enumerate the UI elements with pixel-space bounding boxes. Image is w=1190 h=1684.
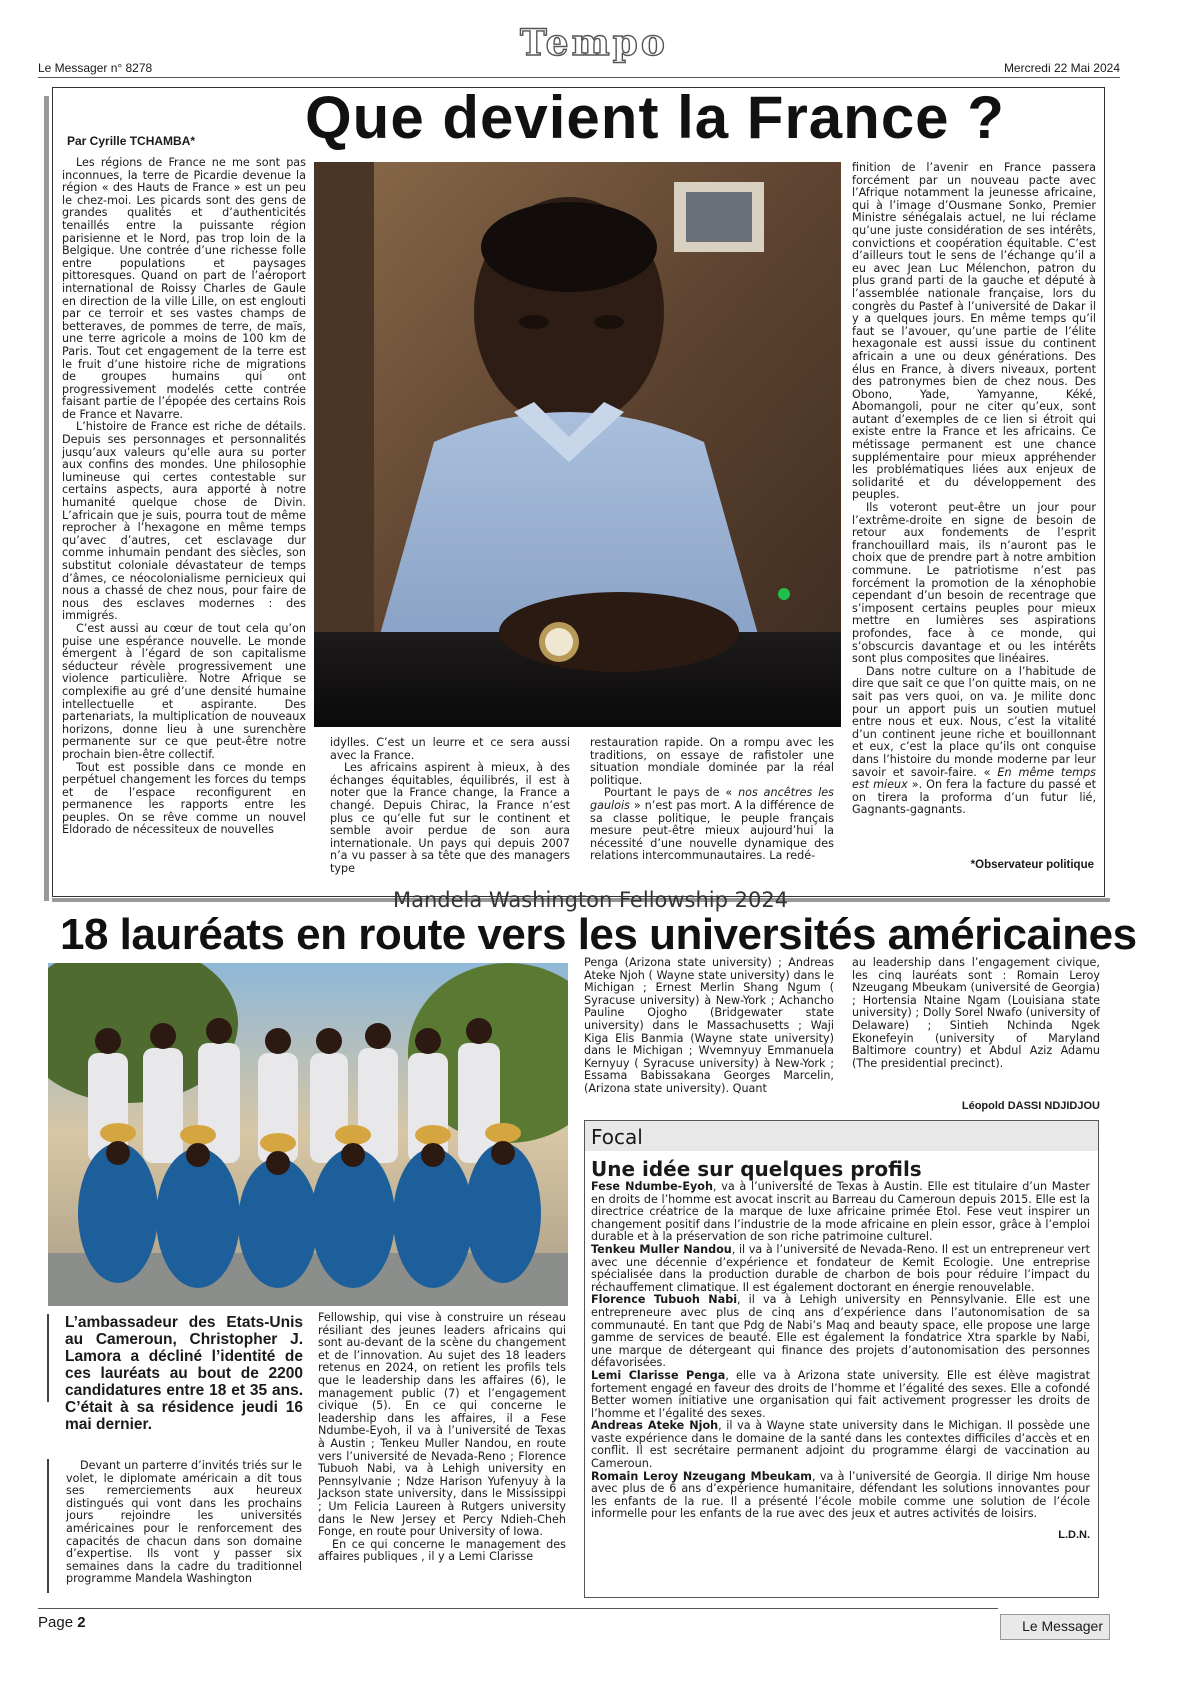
- article2-col1: [66, 1460, 302, 1586]
- profile-name: Fese Ndumbe-Eyoh: [591, 1180, 713, 1193]
- article2-lead: L’ambassadeur des Etats-Unis au Cameroun, Christopher J. Lamora a décliné l’identité de ces lauréats au bout de 2200 candidatures entre 18 et 35 ans. C’était à sa résidence jeudi 16 mai dernier.: [65, 1314, 303, 1433]
- profile-name: Florence Tubuoh Nabi: [591, 1293, 738, 1307]
- profile-text: , va à l’université de Texas à Austin. Elle est titulaire d’un Master en droits de l’homme est avocat inscrit au Barreau du Cameroun depuis 2015. Elle est la directrice créatrice de la marque de luxe africaine primée Etol. Fese veut inspirer un changement positif dans l’industrie de la mode africaine en plein essor, grâce à l’emploi durable et à la préservation de son riche patrimoine culturel.: [591, 1180, 1090, 1244]
- article2-kicker: Mandela Washington Fellowship 2024: [393, 888, 789, 912]
- article1-col3-para: [590, 787, 834, 863]
- focal-signature: L.D.N.: [1058, 1529, 1090, 1542]
- article1-col1-para: Les régions de France ne me sont pas inconnues, la terre de Picardie devenue la région « des Hauts de France » est un peu le chez-moi. Les picards sont des gens de grandes qualités et d’authenticités tenaillés entre la puissante région parisienne et le Nord, pas trop loin de la Belgique. Une contrée d’une richesse folle entre populations et paysages pittoresques. Quand on part de l’aéroport international de Roissy Charles de Gaule en direction de la ville Lille, on est englouti par ce terroir et ses vastes champs de betteraves, de pommes de terre, de maïs, une terre agricole a moins de 100 km de Paris. Tout cet engagement de la terre est le fruit d’une histoire riche de migrations de groupes humains qui ont progressivement modelés cette contrée faisant partie de l’épopée des certains Rois de France et Navarre.: [62, 156, 306, 421]
- article1-col2-para: idylles. C’est un leurre et ce sera aussi avec la France.: [330, 736, 570, 762]
- profile-text: , elle va à Arizona state university. Elle est élève magistrat fortement engagé en faveur des droits de l’homme et l’égalité des sexes. Elle a cofondé Better women initiative une organisation qui fait activement progresser les droits de l’homme et l’égalité des sexes.: [591, 1368, 1090, 1420]
- profile-text: , il va à Lehigh university en Pennsylvanie. Elle est une entrepreneure avec plus de cinq ans d’expérience dans l’autonomisation de sa communauté. En tant que Pdg de Nabi’s Maq and beauty space, elle propose une large gamme de services de beauté. Elle est également la fondatrice Xtra sparkle by Nabi, une marque de détergeant qui finance des projets d’autonomisation des personnes défavorisées.: [591, 1293, 1090, 1370]
- article1-col4-para: finition de l’avenir en France passera forcément par un nouveau pacte avec l’Afrique notamment la jeunesse africaine, qui à l’image d’Ousmane Sonko, Premier Ministre sénégalais actuel, ne lui réclame qu’une juste considération de ses intérêts, convictions et coopération équitable. C’est d’ailleurs tout le sens de l’échange qu’il a eu avec Jean Luc Mélenchon, patron du plus grand parti de la gauche et député à l’assemblée nationale française, lors du congrès du Pastef à l’université de Dakar il y a quelques jours. En même temps qu’il faut se l’avouer, qu’une partie de l’élite hexagonale est aussi issue du continent africain a une ou deux générations. Des élus en France, à divers niveaux, portent des patronymes bien de chez nous. Des Obono, Yade, Yamyanne, Kéké, Abomangoli, pour ne citer qu’eux, sont autant d’exemples de ce lien si étroit qui existe entre la France et les africains. Ce métissage permanent est une chance supplémentaire pour mieux appréhender les problématiques liées aux enjeux de solidarité et du développement des peuples.: [852, 161, 1096, 502]
- article2-col2-para: En ce qui concerne le management des affaires publiques , il y a Lemi Clarisse: [318, 1537, 566, 1564]
- profile-item: [591, 1244, 1090, 1294]
- group-photo: [48, 963, 568, 1306]
- col3-emphasis: nos ancêtres les gaulois: [590, 786, 835, 812]
- page-num: 2: [77, 1614, 86, 1631]
- portrait-illustration: [314, 162, 841, 727]
- issue-number: Le Messager n° 8278: [38, 61, 153, 75]
- footer-rule: [38, 1608, 998, 1609]
- article1-col2: [330, 737, 570, 876]
- col-rule: [47, 1459, 49, 1593]
- article1-col1-para: L’histoire de France est riche de détails. Depuis ses personnages et personnalités jusqu’aux valeurs qu’elle aura su porter aux confins des mondes. Une philosophie lumineuse qui certes contestable sur certains aspects, aura apporté à notre humanité quelque chose de Divin. L’africain que je suis, pourra tout de même reprocher à l’hexagone en même temps qu’avec d’autres, cet esclavage dur comme inhumain pendant des siècles, son substitut coloniale dévastateur de temps d’âmes, ce néocolonialisme pernicieux qui nous a chassé de chez nous, pour faire de nous des esclaves modernes : des immigrés.: [62, 420, 306, 623]
- focal-header-bar: [585, 1121, 1098, 1151]
- masthead-rule: [38, 77, 1120, 78]
- article1-col4-para: Ils voteront peut-être un jour pour l’extrême-droite en signe de besoin de retour aux fondements de l’esprit franchouillard mais, ils n’auront pas le choix que de prendre part à notre ambition commune. Le patriotisme n’est pas forcément la promotion de la xénophobie cependant d’un besoin de recentrage que s’imposent certains peuples pour mieux mettre en lumières ses aspirations profondes, face à ce monde, qui s’obscurcis davantage et ou les intérêts sont plus composites que linéaires.: [852, 501, 1096, 666]
- issue-date: Mercredi 22 Mai 2024: [1003, 61, 1120, 75]
- col4-emphasis: En même temps est mieux: [852, 765, 1096, 792]
- profile-item: [591, 1370, 1090, 1420]
- profile-name: Andreas Ateke Njoh: [591, 1419, 719, 1433]
- profile-item: [591, 1471, 1090, 1521]
- col3-text-pre: Pourtant le pays de «: [604, 786, 739, 800]
- focal-box: [584, 1120, 1099, 1598]
- col3-text-post: » n’est pas mort. A la différence de sa classe politique, le peuple français mesure peut-être mieux aujourd’hui la nécessité d’une nouvelle dynamique des relations intercommunautaires. La redé-: [590, 798, 834, 863]
- article2-title: 18 lauréats en route vers les universités américaines: [60, 910, 1137, 959]
- author-note: *Observateur politique: [970, 859, 1094, 871]
- article1-byline: Par Cyrille TCHAMBA*: [67, 134, 196, 148]
- article2-author: Léopold DASSI NDJIDJOU: [961, 1100, 1100, 1112]
- article1-col1-para: C’est aussi au cœur de tout cela qu’on puise une espérance nouvelle. Le monde émergent à l’égard de son capitalisme séducteur révèle progressivement une violence particulière. Notre Afrique se complexifie au gré d’une densité humaine intellectuelle et aspirante. Des partenariats, la multiplication de nouveaux horizons, donne lieu à une surenchère permanente sur ce que peut-être notre prochain bien-être collectif.: [62, 621, 306, 761]
- section-logo: Tempo: [520, 22, 668, 64]
- profile-text: , va à l’université de Georgia. Il dirige Nm house avec plus de 6 ans d’expérience humanitaire, défendant les solutions innovantes pour les enfants de la rue. Il a présenté l’école mobile comme une solution de l’école informelle pour les enfants de la rue avec des jeux et autres activités de loisirs.: [591, 1469, 1090, 1521]
- profile-item: [591, 1294, 1090, 1370]
- article2-col4-para: au leadership dans l’engagement civique, les cinq lauréats sont : Romain Leroy Nzeugang Mbeukam (université de Georgia) ; Hortensia Ntaine Ngam (Louisiana state university) ; Dolly Sorel Nwafo (university of Delaware) ; Sintieh Nchinda Ngek Ekonefeyin (university of Maryland Baltimore country) et Abdul Aziz Adamu (The presidential precinct).: [852, 956, 1100, 1070]
- article2-col2-para: Fellowship, qui vise à construire un réseau résiliant des jeunes leaders africains qui sont au-devant de la scène du changement et de l’innovation. Au sujet des 18 leaders retenus en 2024, on retient les profils tels que le leadership dans les affaires (6), le management public (7) et l’engagement civique (5). En ce qui concerne le leadership dans les affaires, il a Fese Ndumbe-Eyoh, il va à l’université de Texas à Austin ; Tenkeu Muller Nandou, en route vers l’université de Nevada-Reno ; Florence Tubuoh Nabi, va à Lehigh university en Pennsylvanie ; Ndze Harison Yufenyuy à la Jackson state university, dans le Mississippi ; Um Felicia Laureen à Rutgers university dans le New Jersey et Percy Ndieh-Cheh Fonge, en route pour University of Iowa.: [318, 1311, 566, 1539]
- profile-item: [591, 1181, 1090, 1244]
- article2-col2: [318, 1312, 566, 1564]
- footer-brand: Le Messager: [1000, 1614, 1110, 1640]
- article1-col2-para: Les africains aspirent à mieux, à des échanges équitables, équilibrés, il est à noter que la France change, la France a changé. Depuis Chirac, la France n’est plus ce qu’elle fut sur le continent et semble avoir perdue de son aura internationale. Un pays qui depuis 2007 n’a vu passer à sa tête que des managers type: [330, 761, 570, 875]
- article2-col1-para: Devant un parterre d’invités triés sur le volet, le diplomate américain a dit tous ses remerciements aux heureux distingués qui vont dans les prochains jours rejoindre les universités américaines pour le renforcement des capacités de chacun dans son domaine d’expertise. Ils vont y passer six semaines dans la cadre du traditionnel programme Mandela Washington: [66, 1459, 302, 1586]
- profile-name: Romain Leroy Nzeugang Mbeukam: [591, 1469, 812, 1483]
- col4-text-pre: Dans notre culture on a l’habitude de dire que sait ce que l’on quitte mais, on ne sait pas vers quoi, on va. Je milite donc pour un apport puis un soutien mutuel entre nous et eux. Nous, c’est la vitalité d’un continent jeune riche et bouillonnant et eux, c’est la place qu’ils ont conquise dans l’histoire du monde moderne par leur savoir et savoir-faire. «: [852, 664, 1096, 779]
- article2-col3-para: Penga (Arizona state university) ; Andreas Ateke Njoh ( Wayne state university) dans le Michigan ; Ernest Merlin Shang Ngum ( Syracuse university) à New-York ; Achancho Pauline Ojogho (Bridgewater state university) dans le Massachusetts ; Waji Kiga Elis Banmia (Wayne state university) dans le Michigan ; Wvemnyuy Emmanuela Kernyuy ( Syracuse university) à New-York ; Essama Babissakana Georges Marcelin, (Arizona state university). Quant: [584, 956, 834, 1095]
- page-number: [38, 1614, 86, 1631]
- lead-rule: [47, 1314, 49, 1402]
- group-illustration: [48, 963, 568, 1306]
- profile-item: [591, 1420, 1090, 1470]
- focal-body: [591, 1181, 1090, 1521]
- article2-col4: [852, 957, 1100, 1070]
- article1-col3: [590, 737, 834, 863]
- article1-col4-para: [852, 666, 1096, 817]
- profile-name: Lemi Clarisse Penga: [591, 1368, 726, 1382]
- frame-shadow-left: [44, 96, 49, 901]
- focal-header: Focal: [591, 1125, 643, 1149]
- article1-col1-para: Tout est possible dans ce monde en perpétuel changement les forces du temps et de l’espace reconfigurent en permanence les rapports entre les peuples. On se rêve comme un nouvel Eldorado de nécessiteux de nouvelles: [62, 760, 306, 837]
- focal-content: [585, 1151, 1098, 1541]
- focal-title: Une idée sur quelques profils: [591, 1157, 922, 1181]
- portrait-photo: [314, 162, 841, 727]
- article1-col1: [62, 157, 306, 837]
- profile-text: , il va à l’université de Nevada-Reno. Il est un entrepreneur vert avec une décennie d’expérience et fondateur de Kemit Ecologie. Une entreprise spécialisée dans la production durable de charbon de bois pour réduire l’impact du réchauffement climatique. Il est également doctorant en énergie renouvelable.: [591, 1242, 1090, 1294]
- profile-text: , il va à Wayne state university dans le Michigan. Il possède une vaste expérience dans le domaine de la santé dans les contextes difficiles d’accès et en conflit. Il est secrétaire permanent adjoint du programme élargi de vaccination au Cameroun.: [591, 1419, 1090, 1471]
- col4-text-post: ». On fera la facture du passé et on tirera la proforma d’un futur lié, Gagnants-gagnants.: [852, 778, 1096, 817]
- article1-col3-para: restauration rapide. On a rompu avec les traditions, on essaye de rafistoler une situation mondiale dominée par la réal politique.: [590, 736, 834, 787]
- article2-col3: [584, 957, 834, 1096]
- article1-title: Que devient la France ?: [305, 84, 1005, 151]
- page-label: Page: [38, 1614, 78, 1631]
- article1-col4: [852, 162, 1096, 817]
- profile-name: Tenkeu Muller Nandou: [591, 1242, 732, 1256]
